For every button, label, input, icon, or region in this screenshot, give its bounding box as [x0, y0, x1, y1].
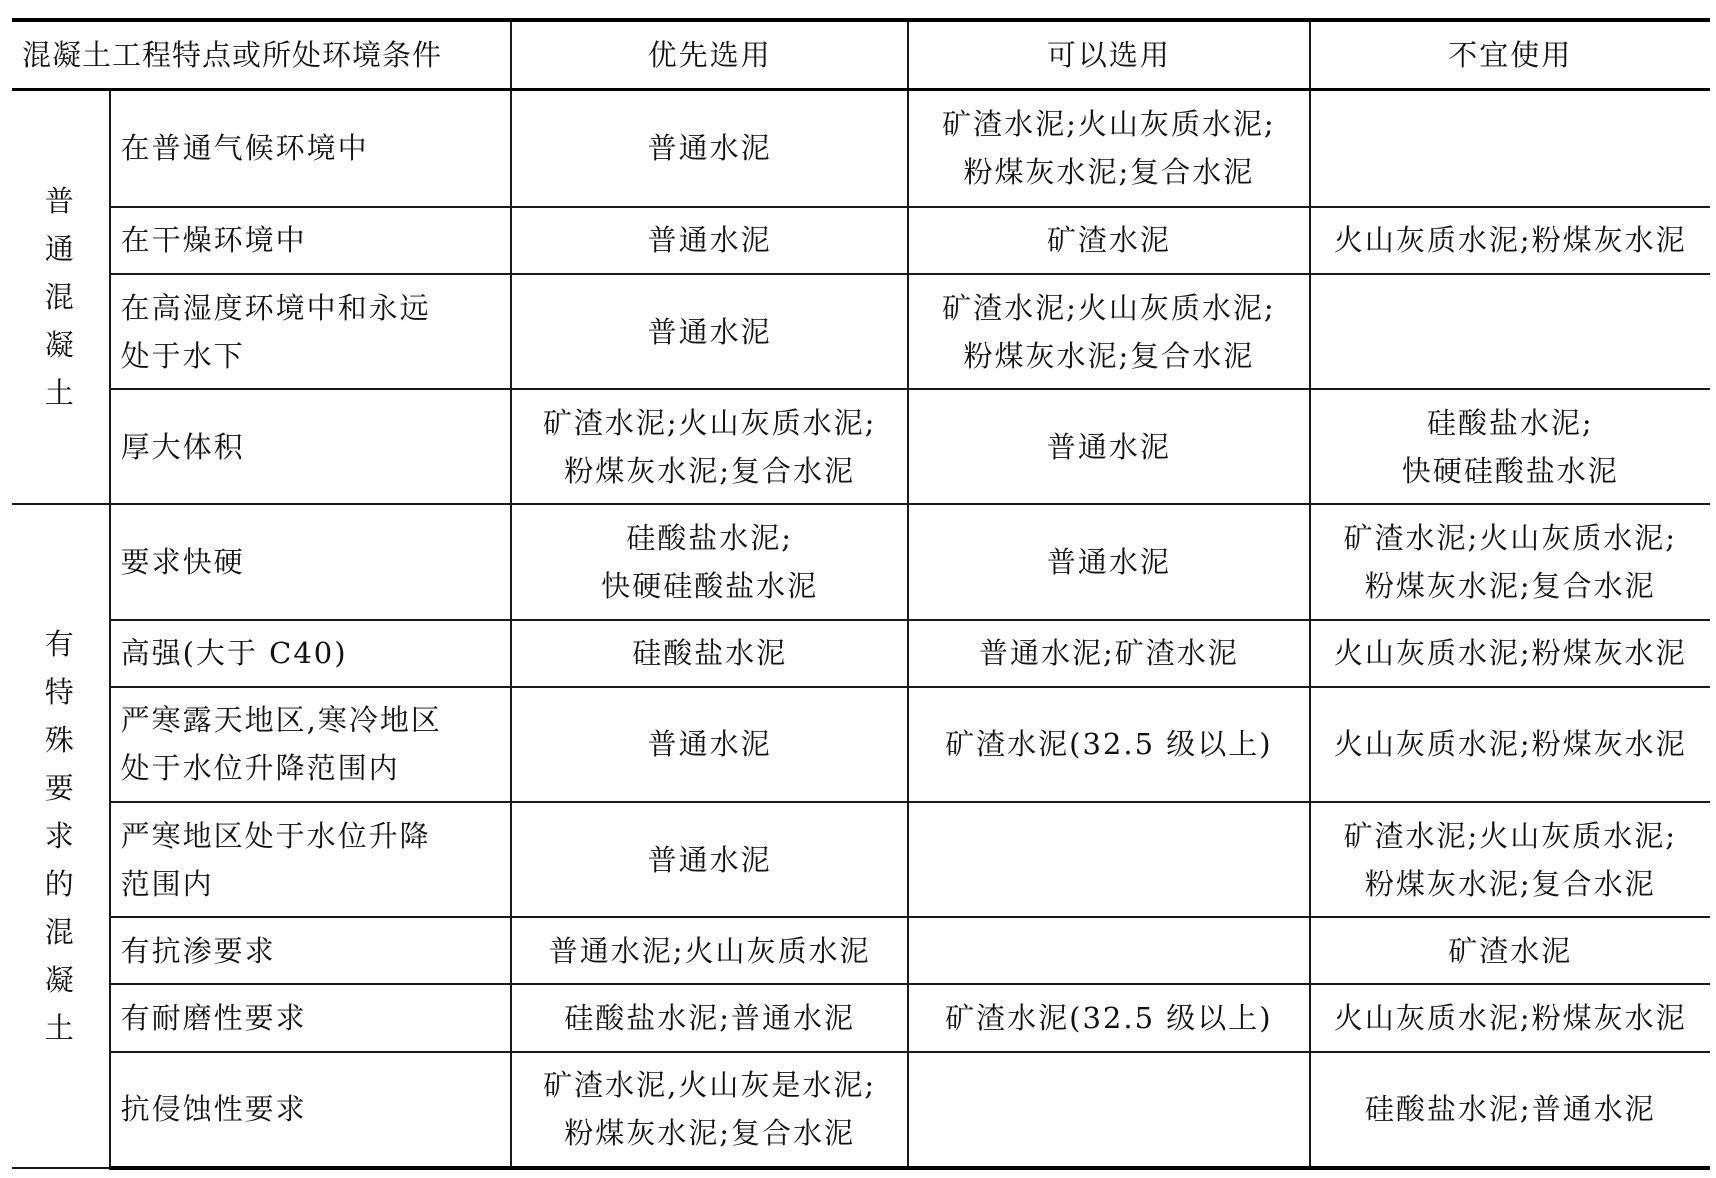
table-row	[12, 984, 1710, 1051]
not-suitable-cell	[1310, 620, 1710, 687]
header-row	[12, 20, 1710, 90]
cell-line: 矿渣水泥;火山灰质水泥;	[1343, 818, 1678, 853]
cement-selection-table	[12, 18, 1710, 1170]
not-suitable-cell	[1310, 687, 1710, 802]
not-suitable-cell	[1310, 274, 1710, 389]
group-label-char: 凝	[44, 328, 76, 363]
preferred-cell	[511, 1052, 908, 1168]
group-label-char: 土	[44, 1011, 76, 1046]
not-suitable-cell	[1310, 984, 1710, 1051]
cell-line: 硅酸盐水泥;	[1426, 405, 1594, 440]
cell-line: 严寒地区处于水位升降	[120, 818, 431, 853]
preferred-cell	[511, 984, 908, 1051]
preferred-cell	[511, 802, 908, 917]
group-label-char: 殊	[44, 723, 76, 758]
cell-line: 硅酸盐水泥;	[626, 520, 793, 555]
condition-cell	[110, 389, 511, 504]
group-label	[12, 90, 110, 505]
cell-line: 矿渣水泥	[1046, 223, 1171, 258]
group-label-char: 求	[44, 819, 76, 854]
group-label-char: 通	[44, 232, 76, 267]
cell-line: 快硬硅酸盐水泥	[1401, 453, 1619, 488]
table-row	[12, 389, 1710, 504]
acceptable-cell	[908, 389, 1309, 504]
cell-line: 矿渣水泥;火山灰质水泥;	[942, 290, 1276, 325]
table-row	[12, 90, 1710, 207]
preferred-cell	[511, 207, 908, 274]
cell-line: 普通水泥	[647, 842, 772, 877]
condition-cell	[110, 687, 511, 802]
group-label-char: 特	[44, 675, 76, 710]
cell-line: 普通水泥	[647, 314, 772, 349]
preferred-cell	[511, 90, 908, 207]
condition-cell	[110, 504, 511, 619]
cell-line: 矿渣水泥;火山灰质水泥;	[1343, 520, 1678, 555]
group-label-char: 混	[44, 280, 76, 315]
cell-line: 处于水下	[120, 338, 245, 373]
cell-line: 普通水泥	[647, 131, 772, 166]
cell-line: 普通水泥	[647, 727, 772, 762]
group-label-char: 普	[44, 184, 76, 219]
not-suitable-cell	[1310, 90, 1710, 207]
acceptable-cell	[908, 620, 1309, 687]
cell-line: 粉煤灰水泥;复合水泥	[564, 1116, 855, 1151]
condition-cell	[110, 984, 511, 1051]
cell-line: 矿渣水泥;火山灰质水泥;	[942, 107, 1276, 142]
table-row	[12, 917, 1710, 984]
preferred-cell	[511, 917, 908, 984]
cell-line: 矿渣水泥;火山灰质水泥;	[542, 405, 877, 440]
preferred-cell	[511, 687, 908, 802]
cell-line: 有抗渗要求	[120, 933, 276, 968]
acceptable-cell	[908, 802, 1309, 917]
cell-line: 普通水泥;矿渣水泥	[978, 636, 1239, 671]
cell-line: 高强(大于 C40)	[120, 636, 348, 671]
cell-line: 矿渣水泥,火山灰是水泥;	[543, 1068, 877, 1103]
acceptable-cell	[908, 274, 1309, 389]
header-condition: 混凝土工程特点或所处环境条件	[12, 20, 511, 90]
cell-line: 范围内	[120, 866, 214, 901]
group-label	[12, 504, 110, 1168]
acceptable-cell	[908, 984, 1309, 1051]
acceptable-cell	[908, 207, 1309, 274]
not-suitable-cell	[1310, 1052, 1710, 1168]
cell-line: 严寒露天地区,寒冷地区	[120, 703, 442, 738]
group-label-char: 凝	[44, 963, 76, 998]
cell-line: 快硬硅酸盐水泥	[601, 568, 819, 603]
header-acceptable: 可以选用	[908, 20, 1309, 90]
cell-line: 粉煤灰水泥;复合水泥	[963, 338, 1255, 373]
cell-line: 抗侵蚀性要求	[120, 1092, 307, 1127]
table-row	[12, 687, 1710, 802]
preferred-cell	[511, 620, 908, 687]
cell-line: 硅酸盐水泥;普通水泥	[1364, 1092, 1656, 1127]
condition-cell	[110, 917, 511, 984]
cell-line: 有耐磨性要求	[120, 1001, 307, 1036]
condition-cell	[110, 207, 511, 274]
not-suitable-cell	[1310, 802, 1710, 917]
group-label-char: 的	[44, 867, 76, 902]
cell-line: 火山灰质水泥;粉煤灰水泥	[1333, 727, 1687, 762]
not-suitable-cell	[1310, 504, 1710, 619]
acceptable-cell	[908, 504, 1309, 619]
cell-line: 矿渣水泥	[1448, 933, 1573, 968]
condition-cell	[110, 802, 511, 917]
table-row	[12, 274, 1710, 389]
header-not-suitable: 不宜使用	[1310, 20, 1710, 90]
cell-line: 硅酸盐水泥	[632, 636, 788, 671]
condition-cell	[110, 620, 511, 687]
cell-line: 厚大体积	[120, 429, 245, 464]
preferred-cell	[511, 504, 908, 619]
table-row	[12, 1052, 1710, 1168]
cell-line: 粉煤灰水泥;复合水泥	[963, 155, 1255, 190]
cell-line: 在干燥环境中	[120, 223, 307, 258]
cell-line: 普通水泥	[1046, 429, 1171, 464]
table-row	[12, 620, 1710, 687]
table-row	[12, 504, 1710, 619]
acceptable-cell	[908, 687, 1309, 802]
cell-line: 火山灰质水泥;粉煤灰水泥	[1333, 1001, 1687, 1036]
cell-line: 普通水泥;火山灰质水泥	[548, 933, 871, 968]
cell-line: 粉煤灰水泥;复合水泥	[1364, 866, 1656, 901]
cell-line: 粉煤灰水泥;复合水泥	[1364, 568, 1656, 603]
cell-line: 矿渣水泥(32.5 级以上)	[945, 1001, 1273, 1036]
cell-line: 硅酸盐水泥;普通水泥	[564, 1001, 855, 1036]
cell-line: 在高湿度环境中和永远	[120, 290, 431, 325]
cell-line: 要求快硬	[120, 544, 245, 579]
condition-cell	[110, 90, 511, 207]
condition-cell	[110, 274, 511, 389]
table-row	[12, 802, 1710, 917]
cell-line: 普通水泥	[647, 223, 772, 258]
acceptable-cell	[908, 1052, 1309, 1168]
not-suitable-cell	[1310, 389, 1710, 504]
condition-cell	[110, 1052, 511, 1168]
acceptable-cell	[908, 917, 1309, 984]
cell-line: 火山灰质水泥;粉煤灰水泥	[1333, 223, 1687, 258]
group-label-char: 混	[44, 915, 76, 950]
preferred-cell	[511, 389, 908, 504]
group-label-char: 要	[44, 771, 76, 806]
group-label-char: 土	[44, 376, 76, 411]
acceptable-cell	[908, 90, 1309, 207]
table-row	[12, 207, 1710, 274]
cell-line: 火山灰质水泥;粉煤灰水泥	[1333, 636, 1687, 671]
cell-line: 普通水泥	[1046, 544, 1171, 579]
group-label-char: 有	[44, 627, 76, 662]
preferred-cell	[511, 274, 908, 389]
not-suitable-cell	[1310, 207, 1710, 274]
cell-line: 在普通气候环境中	[120, 131, 369, 166]
cell-line: 矿渣水泥(32.5 级以上)	[945, 727, 1273, 762]
cell-line: 处于水位升降范围内	[120, 751, 400, 786]
cell-line: 粉煤灰水泥;复合水泥	[564, 453, 855, 488]
table-body	[12, 90, 1710, 1169]
header-preferred: 优先选用	[511, 20, 908, 90]
not-suitable-cell	[1310, 917, 1710, 984]
